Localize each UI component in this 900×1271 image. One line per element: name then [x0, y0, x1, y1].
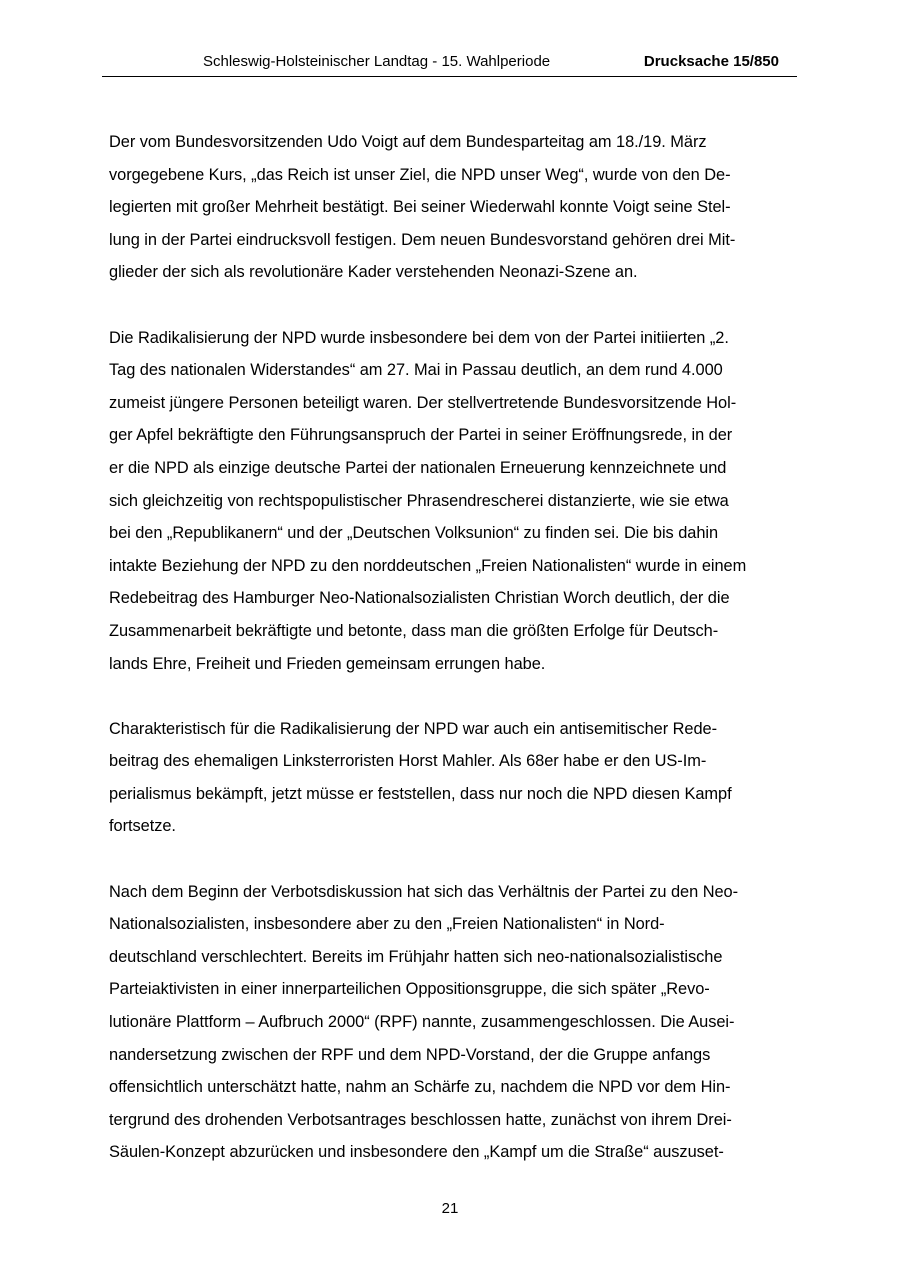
text-line: Säulen-Konzept abzurücken und insbesondere den „Kampf um die Straße“ auszuset- [109, 1143, 724, 1162]
text-line: tergrund des drohenden Verbotsantrages beschlossen hatte, zunächst von ihrem Drei- [109, 1110, 732, 1129]
text-line: ger Apfel bekräftigte den Führungsanspruch der Partei in seiner Eröffnungsrede, in der [109, 426, 733, 445]
text-line: Tag des nationalen Widerstandes“ am 27. Mai in Passau deutlich, an dem rund 4.000 [109, 361, 723, 380]
text-line: Redebeitrag des Hamburger Neo-Nationalsozialisten Christian Worch deutlich, der die [109, 589, 730, 608]
paragraph [109, 322, 797, 681]
page-number: 21 [441, 1200, 459, 1217]
text-line: Nach dem Beginn der Verbotsdiskussion hat sich das Verhältnis der Partei zu den Neo- [109, 882, 739, 901]
text-line: er die NPD als einzige deutsche Partei der nationalen Erneuerung kennzeichnete und [109, 458, 727, 477]
text-line: sich gleichzeitig von rechtspopulistischer Phrasendrescherei distanzierte, wie sie etwa [109, 491, 729, 510]
paragraph [109, 876, 797, 1169]
text-line: bei den „Republikanern“ und der „Deutschen Volksunion“ zu finden sei. Die bis dahin [109, 524, 719, 543]
text-line: lung in der Partei eindrucksvoll festigen. Dem neuen Bundesvorstand gehören drei Mit- [109, 230, 736, 249]
text-line: Parteiaktivisten in einer innerparteilichen Oppositionsgruppe, die sich später „Revo- [109, 980, 710, 999]
text-line: Die Radikalisierung der NPD wurde insbesondere bei dem von der Partei initiierten „2. [109, 328, 729, 347]
text-line: Der vom Bundesvorsitzenden Udo Voigt auf dem Bundesparteitag am 18./19. März [109, 133, 707, 151]
text-line: legierten mit großer Mehrheit bestätigt. Bei seiner Wiederwahl konnte Voigt seine Stel- [109, 198, 731, 217]
text-line: intakte Beziehung der NPD zu den norddeutschen „Freien Nationalisten“ wurde in einem [109, 556, 747, 575]
text-line: offensichtlich unterschätzt hatte, nahm an Schärfe zu, nachdem die NPD vor dem Hin- [109, 1078, 731, 1097]
page-header [102, 52, 797, 77]
text-line: lutionäre Plattform – Aufbruch 2000“ (RPF) nannte, zusammengeschlossen. Die Ausei- [109, 1013, 735, 1032]
text-line: beitrag des ehemaligen Linksterroristen Horst Mahler. Als 68er habe er den US-Im- [109, 752, 707, 771]
paragraph [109, 126, 797, 289]
text-line: perialismus bekämpft, jetzt müsse er feststellen, dass nur noch die NPD diesen Kampf [109, 784, 732, 803]
text-line: Nationalsozialisten, insbesondere aber zu den „Freien Nationalisten“ in Nord- [109, 915, 665, 934]
text-line: glieder der sich als revolutionäre Kader verstehenden Neonazi-Szene an. [109, 263, 638, 282]
text-line: Zusammenarbeit bekräftigte und betonte, dass man die größten Erfolge für Deutsch- [109, 621, 719, 640]
document-reference: Drucksache 15/850 [643, 53, 779, 70]
text-line: deutschland verschlechtert. Bereits im Frühjahr hatten sich neo-nationalsozialistische [109, 947, 723, 966]
paragraph [109, 713, 797, 843]
text-line: fortsetze. [109, 817, 176, 836]
text-line: zumeist jüngere Personen beteiligt waren. Der stellvertretende Bundesvorsitzende Hol- [109, 393, 737, 412]
document-body [109, 126, 797, 1202]
text-line: vorgegebene Kurs, „das Reich ist unser Ziel, die NPD unser Weg“, wurde von den De- [109, 165, 731, 184]
header-title: Schleswig-Holsteinischer Landtag - 15. Wahlperiode [203, 53, 551, 70]
text-line: nandersetzung zwischen der RPF und dem NPD-Vorstand, der die Gruppe anfangs [109, 1045, 711, 1064]
text-line: Charakteristisch für die Radikalisierung der NPD war auch ein antisemitischer Rede- [109, 719, 718, 738]
text-line: lands Ehre, Freiheit und Frieden gemeinsam errungen habe. [109, 654, 546, 673]
